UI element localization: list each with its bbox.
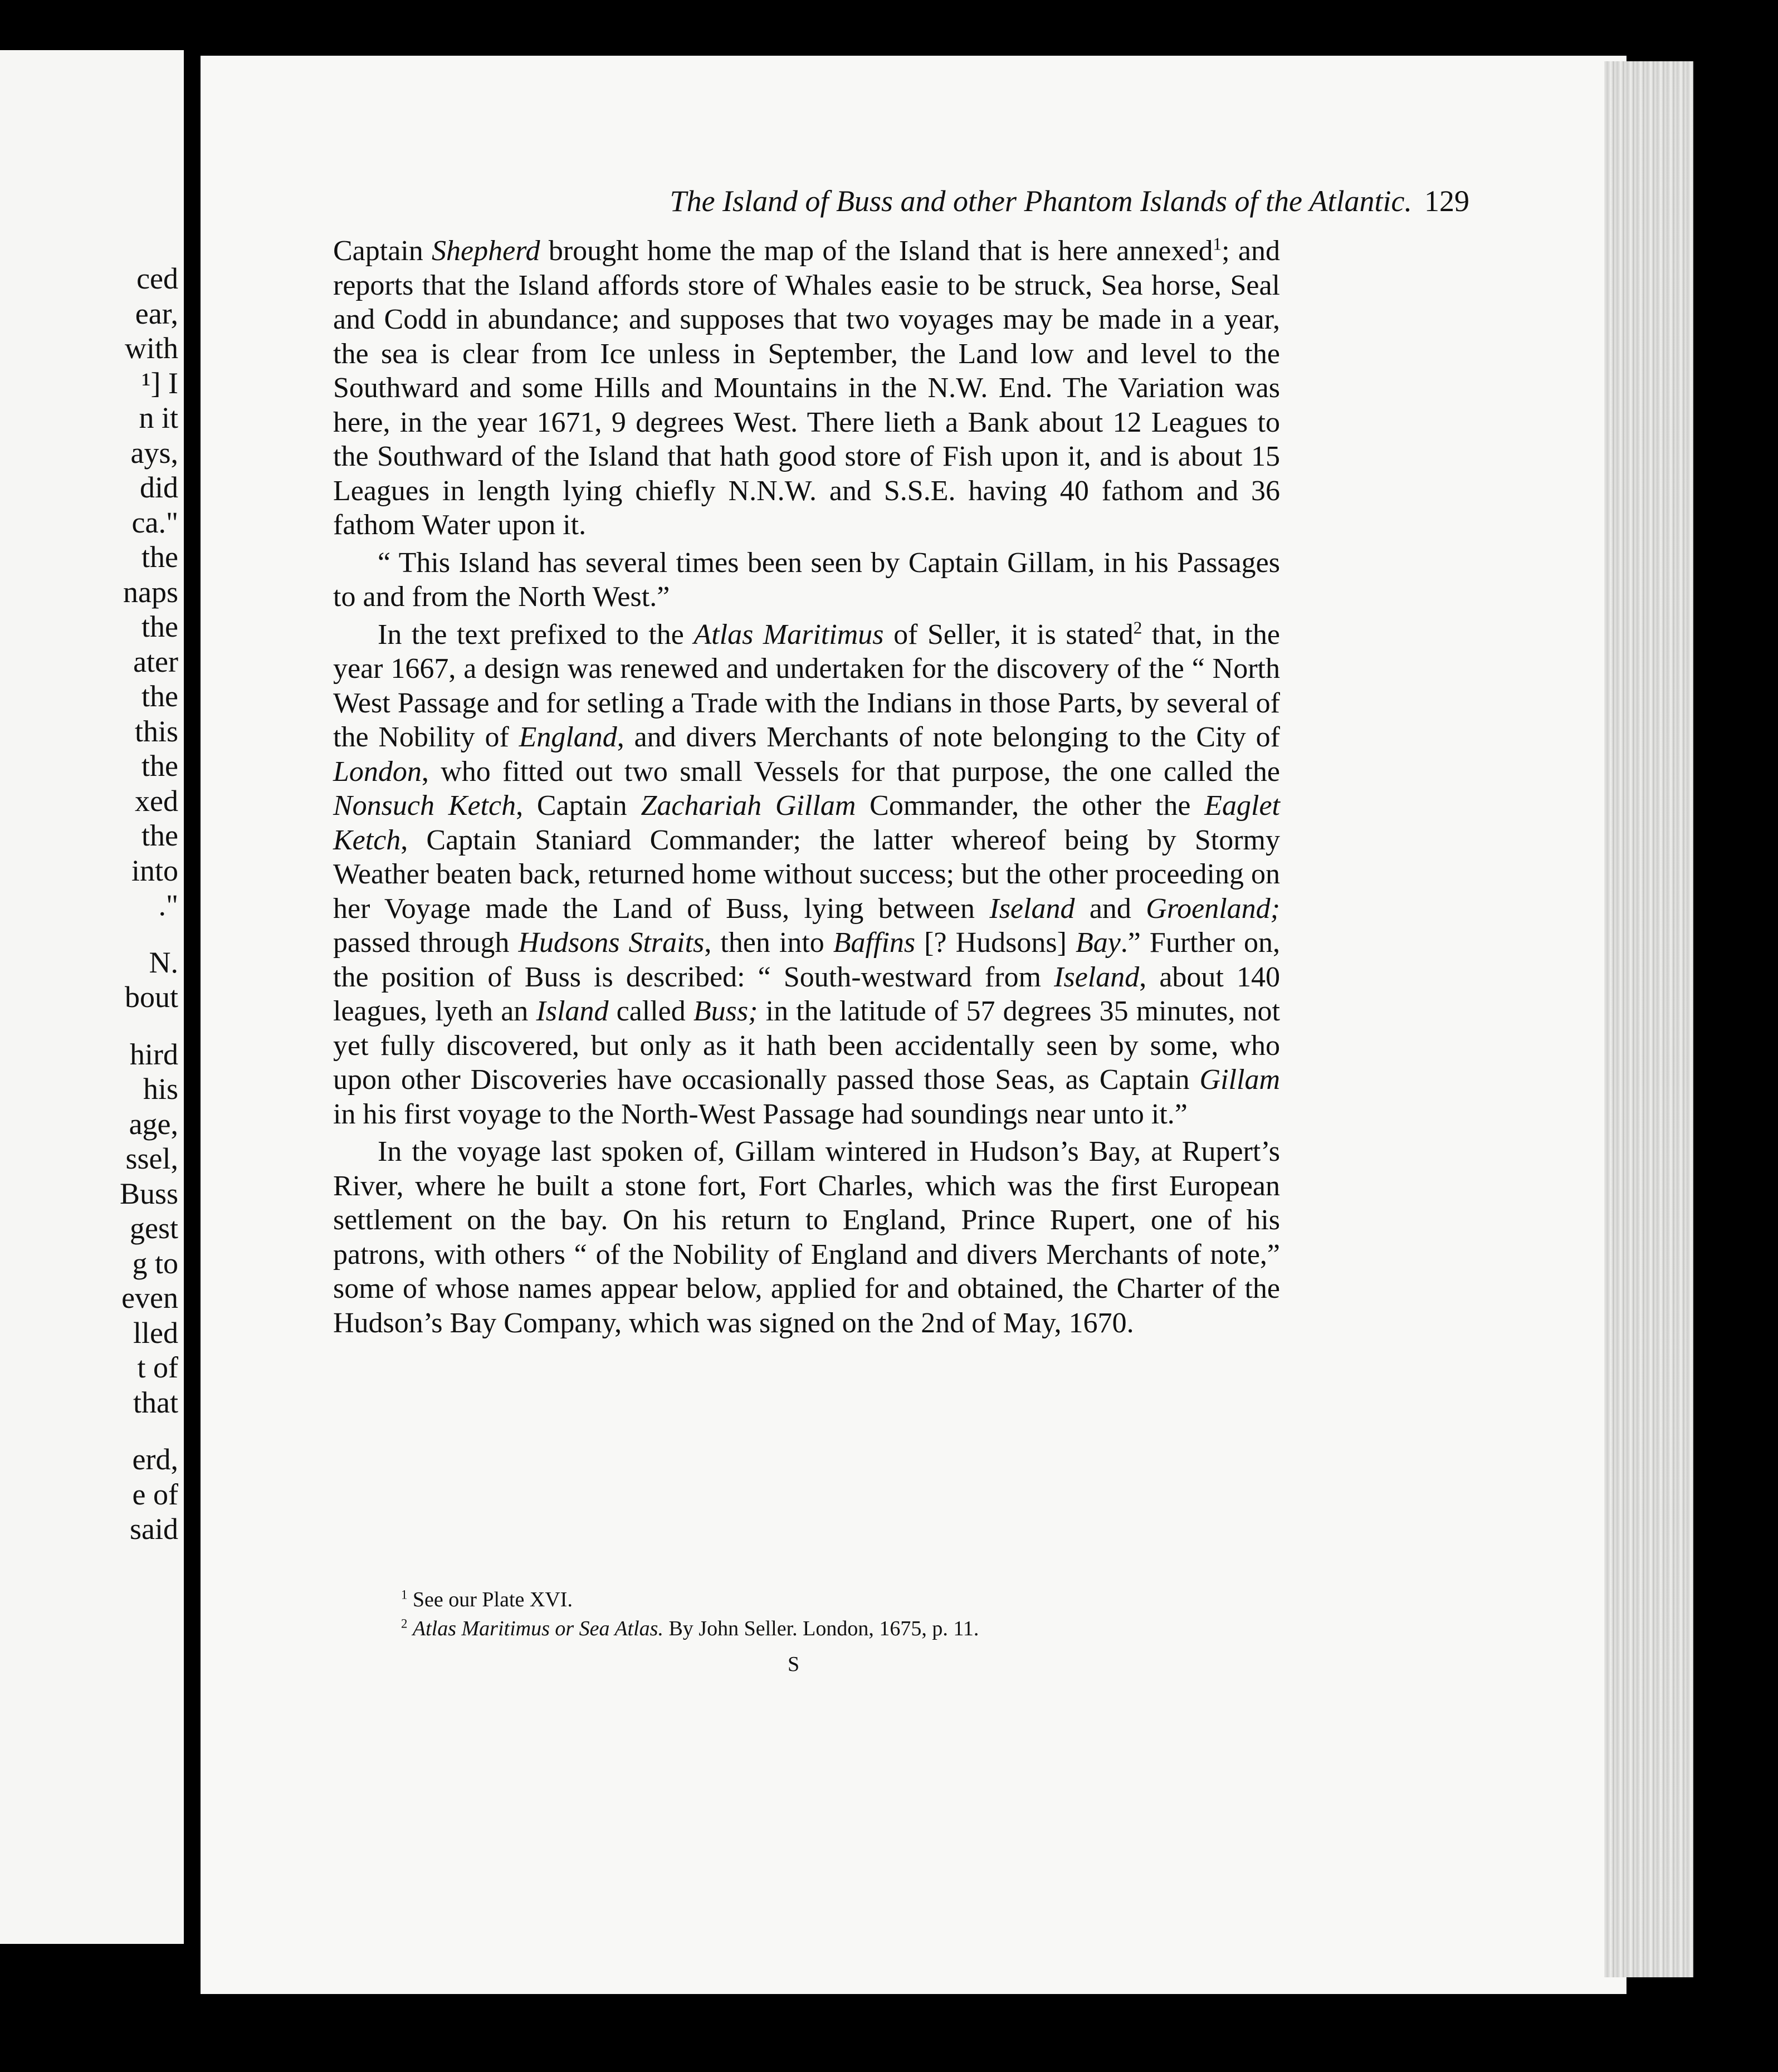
left-page-line-fragment: with — [124, 331, 178, 365]
text-run: Island — [536, 995, 609, 1027]
text-run: Commander, the other the — [856, 790, 1205, 822]
left-page-line-fragment: the — [141, 540, 178, 574]
text-run: “ This Island has several times been seen by Captain Gillam, in his Passages to and from the North West.” — [333, 546, 1280, 613]
left-page-line-fragment: bout — [124, 980, 178, 1014]
text-run: .” Further on, the position of Buss is described: “ South-westward from — [333, 927, 1280, 993]
text-run: Hudsons Straits — [518, 927, 705, 959]
text-run: in the latitude of 57 degrees 35 minutes, not yet fully discovered, but only as it hath been accidentally seen by some, who upon other Discoveries have occasionally passed those Seas, as Captain — [333, 995, 1281, 1096]
left-page-line-fragment: that — [133, 1385, 178, 1419]
text-run: Nonsuch Ketch — [333, 790, 516, 822]
left-page-line-fragment: the — [141, 610, 178, 643]
footnote-number: 2 — [401, 1616, 408, 1631]
left-page-line-fragment: this — [134, 714, 178, 748]
text-run: , Captain — [516, 790, 641, 822]
left-page-line-fragment: hird — [130, 1037, 178, 1071]
text-run: Iseland — [1054, 961, 1140, 993]
text-run: ; and reports that the Island affords store of Whales easie to be struck, Sea horse, Seal and Codd in abundance; and supposes that two voyages may be made in a year, the sea is clear from Ice unless in September, the Land low and level to the Southward and some Hills and Mountains in the N.W. End. The Variation was here, in the year 1671, 9 degrees West. There lieth a Bank about 12 Leagues to the Southward of the Island that hath good store of Fish upon it, and is about 15 Leagues in length lying chiefly N.N.W. and S.S.E. having 40 fathom and 36 fathom Water upon it. — [333, 235, 1280, 541]
left-page-line-fragment: ced — [136, 262, 178, 295]
text-run: called — [608, 995, 693, 1027]
text-run: [? Hudsons] — [915, 927, 1076, 959]
left-page-line-fragment: erd, — [132, 1443, 178, 1476]
left-page-line-fragment: gest — [130, 1211, 178, 1245]
left-page-line-fragment: ¹] I — [141, 366, 178, 400]
paragraph — [333, 546, 1280, 614]
text-run: passed through — [333, 927, 519, 959]
text-run: , and divers Merchants of note belonging to the City of — [617, 721, 1281, 753]
footnotes — [401, 1585, 1348, 1643]
paragraph — [333, 234, 1280, 543]
left-page-line-fragment: t of — [137, 1351, 178, 1384]
text-run: of Seller, it is stated — [883, 618, 1134, 651]
left-page-line-fragment: said — [130, 1512, 178, 1546]
footnote — [401, 1585, 1348, 1614]
page-edges — [1604, 61, 1693, 1977]
page-number: 129 — [1424, 184, 1469, 218]
left-page-line-fragment: e of — [132, 1477, 178, 1511]
left-page-line-fragment: the — [141, 680, 178, 713]
left-page-line-fragment: the — [141, 749, 178, 783]
left-page-line-fragment: into — [131, 853, 178, 887]
body-text — [333, 234, 1280, 1343]
text-run: Baffins — [833, 927, 916, 959]
left-page-line-fragment: naps — [123, 575, 178, 609]
text-run: London — [333, 755, 422, 788]
left-page-line-fragment: lled — [133, 1316, 178, 1350]
text-run: and — [1074, 892, 1146, 925]
left-page-line-fragment: xed — [135, 784, 178, 818]
footnote-marker: 2 — [1133, 618, 1142, 638]
text-run: , then into — [704, 927, 833, 959]
paragraph — [333, 618, 1280, 1132]
text-run: , Captain Staniard Commander; the latter whereof being by Stormy Weather beaten back, returned home without success; but the other proceeding on her Voyage made the Land of Buss, lying between — [333, 824, 1280, 925]
signature-mark: S — [788, 1653, 800, 1676]
text-run: Shepherd — [432, 235, 540, 267]
paragraph — [333, 1135, 1280, 1340]
left-page-line-fragment: even — [121, 1281, 178, 1314]
text-run: Zachariah Gillam — [641, 790, 856, 822]
text-run: In the voyage last spoken of, Gillam wintered in Hudson’s Bay, at Rupert’s River, where he built a stone fort, Fort Charles, which was the first European settlement on the bay. On his return to England, Prince Rupert, one of his patrons, with others “ of the Nobility of England and divers Merchants of note,” some of whose names appear below, applied for and obtained, the Charter of the Hudson’s Bay Company, which was signed on the 2nd of May, 1670. — [333, 1136, 1280, 1339]
left-page-line-fragment: his — [143, 1072, 178, 1106]
text-run: Buss; — [693, 995, 758, 1027]
text-run: Bay — [1075, 927, 1121, 959]
left-page-line-fragment: Buss — [119, 1176, 178, 1210]
book-page — [201, 56, 1626, 1994]
text-run: that, in the year 1667, a design was renewed and undertaken for the discovery of the “ North West Passage and for setling a Trade with the Indians in those Parts, by several of the Nobility of — [333, 618, 1280, 753]
text-run: Atlas Maritimus or Sea Atlas. — [412, 1617, 663, 1640]
text-run: Iseland — [989, 892, 1075, 925]
footnote — [401, 1614, 1348, 1643]
left-page-line-fragment: did — [139, 471, 178, 504]
text-run: Eaglet Ketch — [333, 790, 1280, 856]
left-page-line-fragment: ca." — [131, 505, 178, 539]
footnote-number: 1 — [401, 1587, 408, 1602]
text-run: , about 140 leagues, lyeth an — [333, 961, 1281, 1027]
text-run: Groenland; — [1146, 892, 1280, 925]
text-run: In the text prefixed to the — [378, 618, 694, 651]
text-run: Gillam — [1199, 1064, 1280, 1096]
left-page-line-fragment: g to — [132, 1246, 178, 1280]
text-run: brought home the map of the Island that is here annexed — [540, 235, 1213, 267]
left-page-line-fragment: ear, — [135, 296, 178, 330]
text-run: England — [519, 721, 617, 753]
running-head — [339, 184, 1469, 218]
left-page-line-fragment: n it — [139, 401, 178, 434]
left-page-line-fragment: the — [141, 819, 178, 852]
left-page-line-fragment: ater — [133, 644, 178, 678]
text-run: Captain — [333, 235, 432, 267]
text-run: See our Plate XVI. — [412, 1588, 573, 1611]
left-page-line-fragment: ssel, — [125, 1142, 178, 1175]
left-page-line-fragment: ." — [158, 888, 178, 922]
left-page-line-fragment: age, — [129, 1107, 178, 1141]
text-run: Atlas Maritimus — [693, 618, 884, 651]
left-page-line-fragment: ays, — [130, 436, 178, 470]
text-run: , who fitted out two small Vessels for that purpose, the one called the — [421, 755, 1280, 788]
running-title: The Island of Buss and other Phantom Islands of the Atlantic. — [670, 184, 1412, 218]
facing-page-left — [0, 50, 184, 1944]
text-run: By John Seller. London, 1675, p. 11. — [663, 1617, 979, 1640]
left-page-line-fragment: N. — [149, 945, 178, 979]
footnote-marker: 1 — [1213, 234, 1222, 254]
text-run: in his first voyage to the North-West Passage had soundings near unto it.” — [333, 1098, 1188, 1130]
